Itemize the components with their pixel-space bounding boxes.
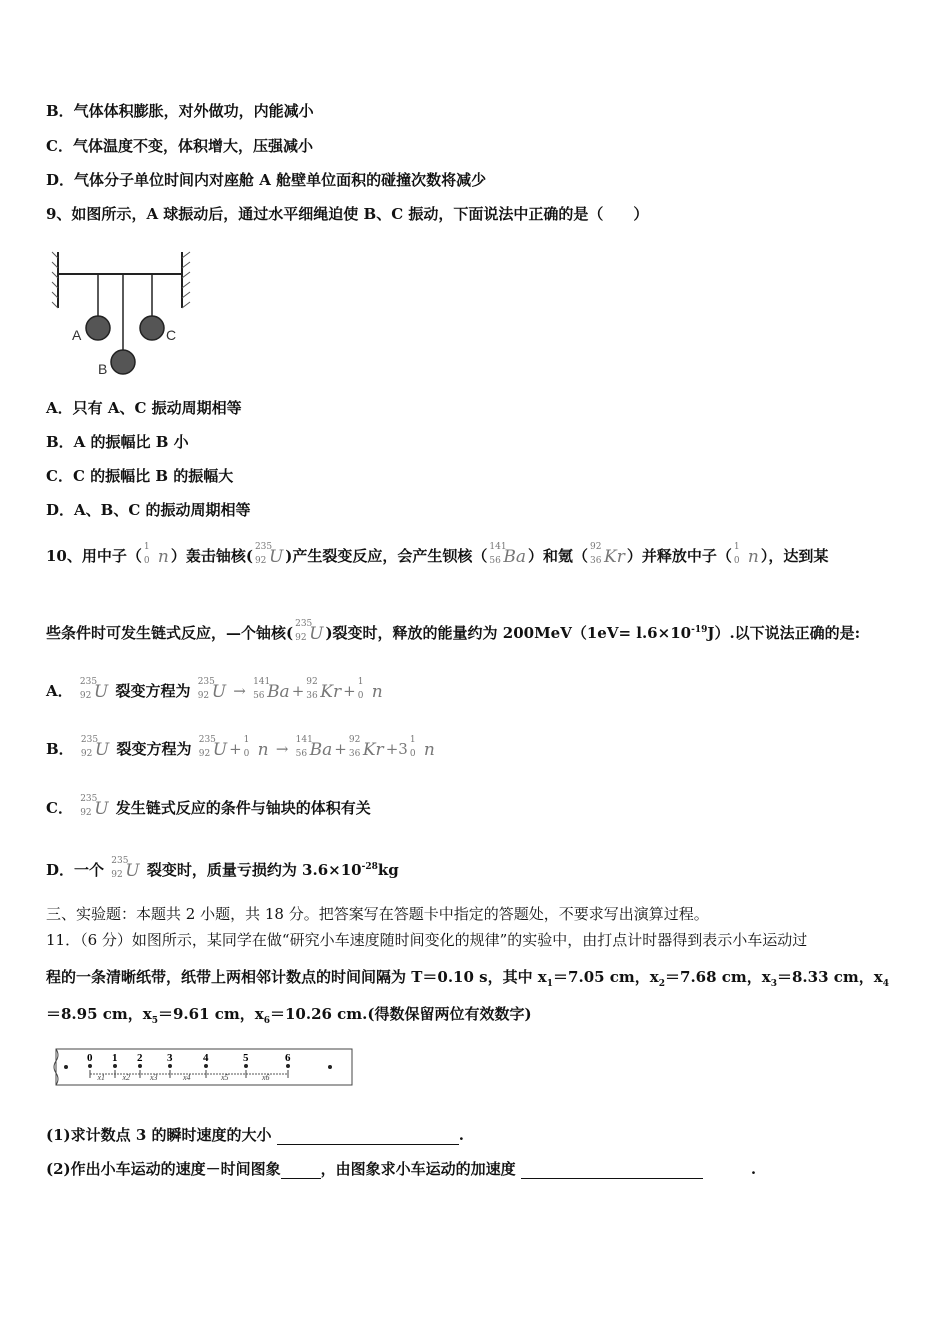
q9-stem: 9、如图所示，A 球振动后，通过水平细绳迫使 B、C 振动，下面说法中正确的是（ ）	[46, 205, 649, 223]
answer-blank-1[interactable]	[277, 1124, 459, 1145]
q10-option-b: B． 235 92 U 裂变方程为 235 92 U + 1 0 n → 141 56 Ba + 92 36 Kr +3 1 0 n	[46, 735, 435, 760]
tape-point	[168, 1064, 172, 1068]
q11-part2: (2)作出小车运动的速度－时间图象 ，由图象求小车运动的加速度 .	[46, 1160, 757, 1178]
q10-option-c: C． 235 92 U 发生链式反应的条件与铀块的体积有关	[46, 794, 371, 819]
q11-line3: ＝8.95 cm，$x_5=9.61$ cm，$x_6=10.26$ cm.(得数保留两位有效数字)	[46, 1005, 532, 1026]
tape-start-dot	[64, 1065, 68, 1069]
label-c: C	[166, 327, 177, 343]
tape-segment-label: x5	[221, 1073, 229, 1082]
right-wall-hatch	[182, 252, 190, 308]
tape-point-label: 2	[137, 1052, 143, 1064]
nuclide-krypton: 92 36 Kr	[590, 542, 625, 567]
q9-option-a: A．只有 A、C 振动周期相等	[46, 399, 242, 417]
tape-segment-label: x4	[183, 1073, 191, 1082]
tape-point	[204, 1064, 208, 1068]
tape-segment-label: x1	[97, 1073, 106, 1082]
q10-line2: 些条件时可发生链式反应，—个铀核( 235 92 U )裂变时，释放的能量约为 $200MeV(1eV= l.6\times 10^{-19}J)$.以下说法正确的是:	[46, 619, 861, 644]
nuclide-neutron: 1 0 n	[733, 542, 759, 567]
q10-option-d: D．一个 235 92 U 裂变时，质量亏损约为 $3.6\times 10^{-28}kg$	[46, 856, 399, 881]
q11-line1: 11．（6 分）如图所示，某同学在做“研究小车速度随时间变化的规律”的实验中，由打点计时器得到表示小车运动过	[46, 931, 808, 949]
ball-a	[86, 316, 110, 340]
tape-point	[244, 1064, 248, 1068]
q8-option-d: D．气体分子单位时间内对座舱 A 舱壁单位面积的碰撞次数将减少	[46, 171, 487, 189]
tape-point-label: 4	[203, 1052, 209, 1064]
nuclide-neutron: 1 0 n	[143, 542, 169, 567]
tape-segment-label: x2	[122, 1073, 131, 1082]
tape-point	[138, 1064, 142, 1068]
q10-line1: 10、用中子（ 1 0 n ）轰击铀核( 235 92 U )产生裂变反应，会产生钡核（ 141 56 Ba ）和氪（ 92 36 Kr ）并释放中子（ 1 0 n ），达到某	[46, 542, 829, 567]
q9-option-c: C．C 的振幅比 B 的振幅大	[46, 467, 234, 485]
ball-c	[140, 316, 164, 340]
label-b: B	[98, 361, 108, 377]
tape-point-label: 3	[167, 1052, 173, 1064]
tape-point-label: 6	[285, 1052, 291, 1064]
tape-end-dot	[328, 1065, 332, 1069]
tape-point-label: 0	[87, 1052, 93, 1064]
q9-option-d: D．A、B、C 的振动周期相等	[46, 501, 251, 519]
q10-option-a: A． 235 92 U 裂变方程为 235 92 U → 141 56 Ba + 92 36 Kr + 1 0 n	[46, 677, 383, 702]
tape-point-label: 5	[243, 1052, 249, 1064]
ticker-tape-figure	[52, 1046, 356, 1090]
q11-line2: 程的一条清晰纸带，纸带上两相邻计数点的时间间隔为 T＝0.10 s，其中 $x_1=7.05$ cm，$x_2=7.68$ cm，$x_3=8.33$ cm，$x_4$	[46, 968, 889, 989]
nuclide-uranium: 235 92 U	[254, 542, 284, 567]
pendulum-figure	[50, 248, 205, 378]
q11-part1: (1)求计数点 3 的瞬时速度的大小 .	[46, 1126, 464, 1144]
q8-option-b: B．气体体积膨胀，对外做功，内能减小	[46, 102, 314, 120]
label-a: A	[72, 327, 82, 343]
tape-point	[88, 1064, 92, 1068]
section-3-heading: 三、实验题：本题共 2 小题，共 18 分。把答案写在答题卡中指定的答题处，不要求写出演算过程。	[46, 905, 709, 923]
tape-point	[286, 1064, 290, 1068]
answer-blank-2[interactable]	[281, 1158, 321, 1179]
tape-segment-label: x6	[262, 1073, 270, 1082]
nuclide-uranium: 235 92 U	[295, 619, 324, 644]
ball-b	[111, 350, 135, 374]
answer-blank-3[interactable]	[521, 1158, 703, 1179]
tape-segment-label: x3	[150, 1073, 158, 1082]
tape-point	[113, 1064, 117, 1068]
nuclide-barium: 141 56 Ba	[489, 542, 527, 567]
q9-option-b: B．A 的振幅比 B 小	[46, 433, 189, 451]
tape-point-label: 1	[112, 1052, 118, 1064]
q8-option-c: C．气体温度不变，体积增大，压强减小	[46, 137, 313, 155]
